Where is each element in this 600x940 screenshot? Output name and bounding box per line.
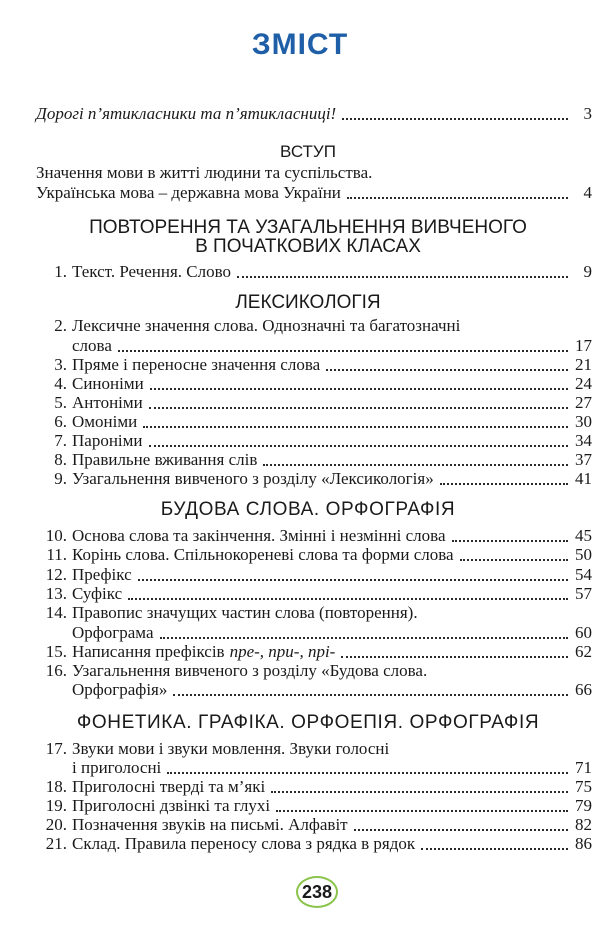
toc-row-text: Написання префіксів (72, 642, 225, 661)
toc-row-text: Орфограма (72, 623, 154, 642)
toc-row-text-italic: пре-, при-, прі- (229, 642, 336, 661)
toc-row-17[interactable] (26, 758, 592, 778)
toc-row-text: Синоніми (72, 374, 144, 393)
section-heading-budova: БУДОВА СЛОВА. ОРФОГРАФІЯ (160, 499, 456, 520)
toc-row-page: 34 (575, 431, 592, 450)
toc-row-text: Лексичне значення слова. Однозначні та багатозначні (72, 316, 461, 335)
leader-dots (263, 464, 568, 466)
leader-dots (341, 656, 568, 658)
leader-dots (342, 118, 568, 120)
toc-row-text: Префікс (72, 565, 132, 584)
toc-row-text: Узагальнення вивченого з розділу «Лексикологія» (72, 469, 434, 488)
toc-row-number: 21. (45, 834, 67, 853)
toc-row-text: Суфікс (72, 584, 123, 603)
leader-dots (276, 810, 568, 812)
toc-row-text: Пряме і переносне значення слова (72, 355, 321, 374)
toc-row-page: 86 (575, 834, 592, 853)
toc-row-page: 75 (575, 777, 592, 796)
toc-row-20[interactable] (26, 815, 592, 835)
toc-row-text: Антоніми (72, 393, 143, 412)
toc-row-7[interactable] (36, 431, 592, 451)
leader-dots (149, 445, 569, 447)
toc-row-number: 10. (45, 526, 67, 545)
toc-row-page: 60 (575, 623, 592, 642)
toc-row-text: Текст. Речення. Слово (72, 262, 232, 281)
leader-dots (143, 426, 568, 428)
toc-row-1[interactable] (36, 262, 592, 282)
leader-dots (150, 388, 568, 390)
toc-row-page: 4 (583, 183, 592, 202)
toc-row-number: 20. (45, 815, 67, 834)
leader-dots (149, 407, 568, 409)
toc-row-page: 41 (575, 469, 592, 488)
leader-dots (452, 540, 568, 542)
section-heading-vstup: ВСТУП (280, 142, 336, 161)
toc-row-number: 13. (45, 584, 67, 603)
toc-row-number: 15. (45, 642, 67, 661)
leader-dots (347, 197, 568, 199)
toc-row-number: 6. (54, 412, 67, 431)
toc-row-page: 37 (575, 450, 592, 469)
toc-row-page: 24 (575, 374, 592, 393)
toc-row-text: Приголосні тверді та м’які (72, 777, 266, 796)
toc-row-page: 57 (575, 584, 592, 603)
leader-dots (421, 848, 568, 850)
section-heading-leks: ЛЕКСИКОЛОГІЯ (235, 292, 381, 313)
toc-row-text: Омоніми (72, 412, 138, 431)
toc-row-number: 11. (46, 545, 67, 564)
toc-row-text: і приголосні (72, 758, 162, 777)
toc-line (26, 661, 427, 681)
toc-row-number: 16. (45, 661, 67, 680)
toc-row-10[interactable] (26, 526, 592, 546)
toc-row-page: 82 (575, 815, 592, 834)
toc-row-14[interactable] (26, 623, 592, 643)
toc-row-page: 66 (575, 680, 592, 699)
toc-row-page: 71 (575, 758, 592, 777)
toc-row-page: 17 (575, 336, 592, 355)
section-heading-povtor-2: В ПОЧАТКОВИХ КЛАСАХ (195, 236, 421, 257)
leader-dots (128, 598, 568, 600)
toc-row-5[interactable] (36, 393, 592, 413)
toc-line (26, 739, 389, 759)
toc-line: Значення мови в житті людини та суспільства. (36, 163, 373, 182)
toc-row-2[interactable] (36, 336, 592, 356)
toc-row-number: 18. (45, 777, 67, 796)
toc-row-number: 5. (54, 393, 67, 412)
leader-dots (440, 483, 568, 485)
toc-row-12[interactable] (26, 565, 592, 585)
toc-row-text: Основа слова та закінчення. Змінні і незмінні слова (72, 526, 446, 545)
toc-line (26, 603, 418, 623)
toc-row-21[interactable] (26, 834, 592, 854)
toc-row-text: Правопис значущих частин слова (повторення). (72, 603, 418, 622)
toc-row-text: Звуки мови і звуки мовлення. Звуки голосні (72, 739, 390, 758)
toc-row-page: 79 (575, 796, 592, 815)
toc-row-page: 27 (575, 393, 592, 412)
toc-row-page: 54 (575, 565, 592, 584)
leader-dots (138, 579, 568, 581)
toc-row-vstup[interactable] (36, 183, 592, 203)
toc-row-15[interactable] (26, 642, 592, 662)
toc-row-9[interactable] (36, 469, 592, 489)
toc-row-11[interactable] (26, 545, 592, 565)
section-heading-povtor-1: ПОВТОРЕННЯ ТА УЗАГАЛЬНЕННЯ ВИВЧЕНОГО (89, 217, 527, 238)
toc-row-text: Корінь слова. Спільнокореневі слова та форми слова (72, 545, 454, 564)
toc-row-page: 9 (583, 262, 592, 281)
toc-row-page: 50 (575, 545, 592, 564)
toc-row-text: Позначення звуків на письмі. Алфавіт (72, 815, 348, 834)
toc-row-number: 7. (54, 431, 67, 450)
leader-dots (160, 637, 569, 639)
toc-row-number: 8. (54, 450, 67, 469)
toc-row-number: 12. (45, 565, 67, 584)
toc-row-13[interactable] (26, 584, 592, 604)
toc-row-text: Українська мова – державна мова України (36, 183, 341, 202)
leader-dots (326, 369, 568, 371)
section-heading-fonetyka: ФОНЕТИКА. ГРАФІКА. ОРФОЕПІЯ. ОРФОГРАФІЯ (76, 712, 540, 733)
toc-row-text: Узагальнення вивченого з розділу «Будова слова. (72, 661, 428, 680)
toc-row-text: Дорогі п’ятикласники та п’ятикласниці! (36, 104, 337, 123)
toc-row-text: Склад. Правила переносу слова з рядка в рядок (72, 834, 416, 853)
leader-dots (173, 694, 568, 696)
toc-row-page: 21 (575, 355, 592, 374)
toc-row-number: 14. (45, 603, 67, 622)
leader-dots (167, 772, 568, 774)
page-number-badge: 238 (296, 876, 338, 908)
leader-dots (271, 791, 568, 793)
toc-row-number: 3. (54, 355, 67, 374)
toc-row-16[interactable] (26, 680, 592, 700)
toc-row-text: Приголосні дзвінкі та глухі (72, 796, 271, 815)
toc-row-number: 9. (54, 469, 67, 488)
page-title: ЗМІСТ (251, 28, 349, 61)
toc-row-number: 1. (54, 262, 67, 281)
toc-row-page: 62 (575, 642, 592, 661)
toc-row-6[interactable] (36, 412, 592, 432)
leader-dots (460, 559, 568, 561)
toc-line (36, 316, 460, 336)
toc-row-19[interactable] (26, 796, 592, 816)
toc-row-number: 19. (45, 796, 67, 815)
toc-row-text: Орфографія» (72, 680, 168, 699)
toc-row-number: 2. (54, 316, 67, 335)
leader-dots (118, 350, 568, 352)
toc-row-page: 3 (583, 104, 592, 123)
toc-row-page: 30 (575, 412, 592, 431)
toc-row-4[interactable] (36, 374, 592, 394)
toc-row-18[interactable] (26, 777, 592, 797)
toc-row-text: Пароніми (72, 431, 143, 450)
leader-dots (354, 829, 568, 831)
leader-dots (237, 276, 568, 278)
toc-row-intro[interactable] (36, 104, 592, 124)
toc-row-page: 45 (575, 526, 592, 545)
toc-row-text: Правильне вживання слів (72, 450, 258, 469)
toc-row-number: 4. (54, 374, 67, 393)
toc-row-8[interactable] (36, 450, 592, 470)
toc-row-text: слова (72, 336, 112, 355)
toc-row-number: 17. (45, 739, 67, 758)
toc-row-3[interactable] (36, 355, 592, 375)
